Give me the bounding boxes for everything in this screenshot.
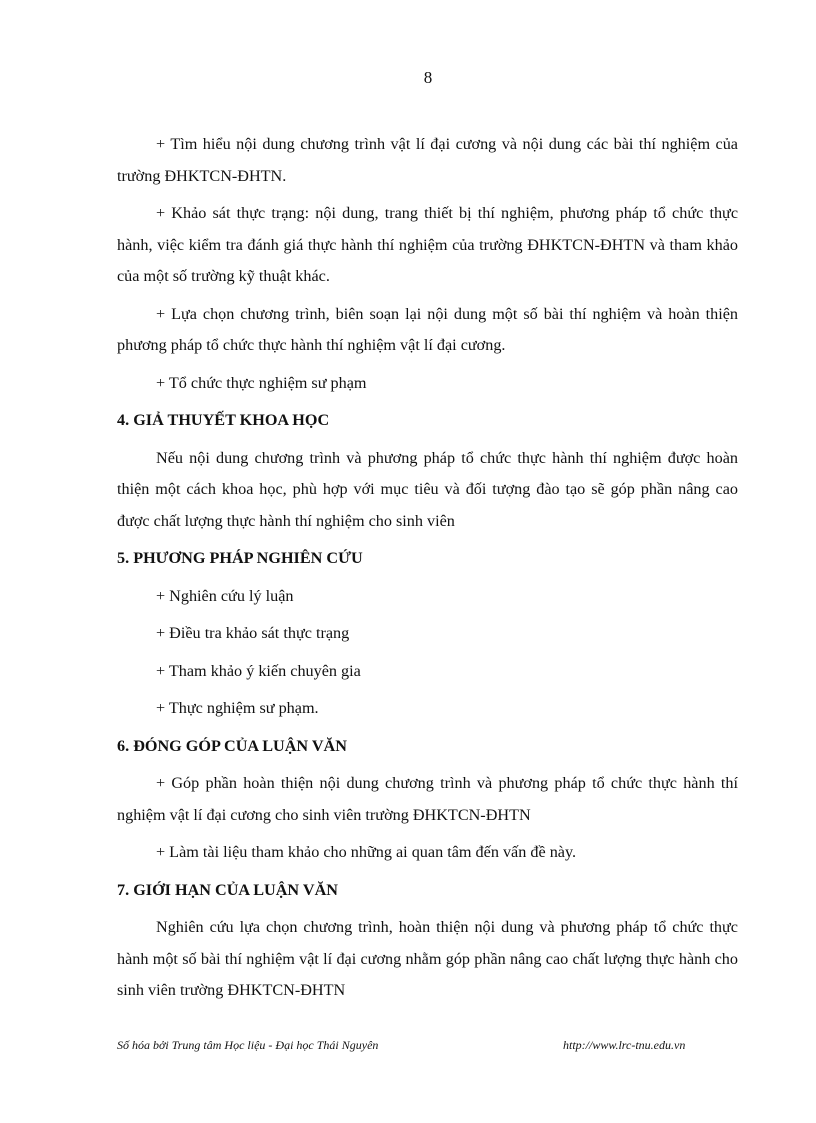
list-item: + Điều tra khảo sát thực trạng [156, 624, 350, 642]
paragraph: + Tìm hiểu nội dung chương trình vật lí đại cương và nội dung các bài thí nghiệm của trường ĐHKTCN-ĐHTN. [117, 135, 738, 185]
list-item: + Tham khảo ý kiến chuyên gia [156, 661, 361, 680]
page-number: 8 [423, 68, 433, 87]
paragraph: + Góp phần hoàn thiện nội dung chương trình và phương pháp tổ chức thực hành thí nghiệm vật lí đại cương cho sinh viên trường ĐHKTCN-ĐHTN [117, 774, 738, 824]
paragraph: Nếu nội dung chương trình và phương pháp tổ chức thực hành thí nghiệm được hoàn thiện một cách khoa học, phù hợp với mục tiêu và đối tượng đào tạo sẽ góp phần nâng cao được chất lượng thực hành thí nghiệm cho sinh viên [117, 448, 738, 530]
document-body [117, 129, 738, 1013]
paragraph: + Tổ chức thực nghiệm sư phạm [156, 373, 367, 392]
paragraph: Nghiên cứu lựa chọn chương trình, hoàn thiện nội dung và phương pháp tổ chức thực hành một số bài thí nghiệm vật lí đại cương nhằm góp phần nâng cao chất lượng thực hành cho sinh viên trường ĐHKTCN-ĐHTN [117, 918, 738, 999]
section-heading: 5. PHƯƠNG PHÁP NGHIÊN CỨU [117, 549, 363, 567]
section-heading: 4. GIẢ THUYẾT KHOA HỌC [117, 411, 330, 429]
footer-url-link[interactable]: http://www.lrc-tnu.edu.vn [563, 1038, 686, 1052]
section-heading: 6. ĐÓNG GÓP CỦA LUẬN VĂN [117, 736, 347, 755]
list-item: + Nghiên cứu lý luận [156, 586, 294, 605]
section-heading: 7. GIỚI HẠN CỦA LUẬN VĂN [117, 880, 338, 899]
list-item: + Thực nghiệm sư phạm. [156, 699, 319, 717]
paragraph: + Khảo sát thực trạng: nội dung, trang thiết bị thí nghiệm, phương pháp tổ chức thực hành, việc kiểm tra đánh giá thực hành thí nghiệm của trường ĐHKTCN-ĐHTN và tham khảo của một số trường kỹ thuật khác. [117, 204, 738, 285]
paragraph: + Làm tài liệu tham khảo cho những ai quan tâm đến vấn đề này. [156, 843, 577, 861]
paragraph: + Lựa chọn chương trình, biên soạn lại nội dung một số bài thí nghiệm và hoàn thiện phương pháp tổ chức thực hành thí nghiệm vật lí đại cương. [117, 304, 738, 354]
footer-source-text: Số hóa bởi Trung tâm Học liệu - Đại học Thái Nguyên [117, 1038, 379, 1052]
